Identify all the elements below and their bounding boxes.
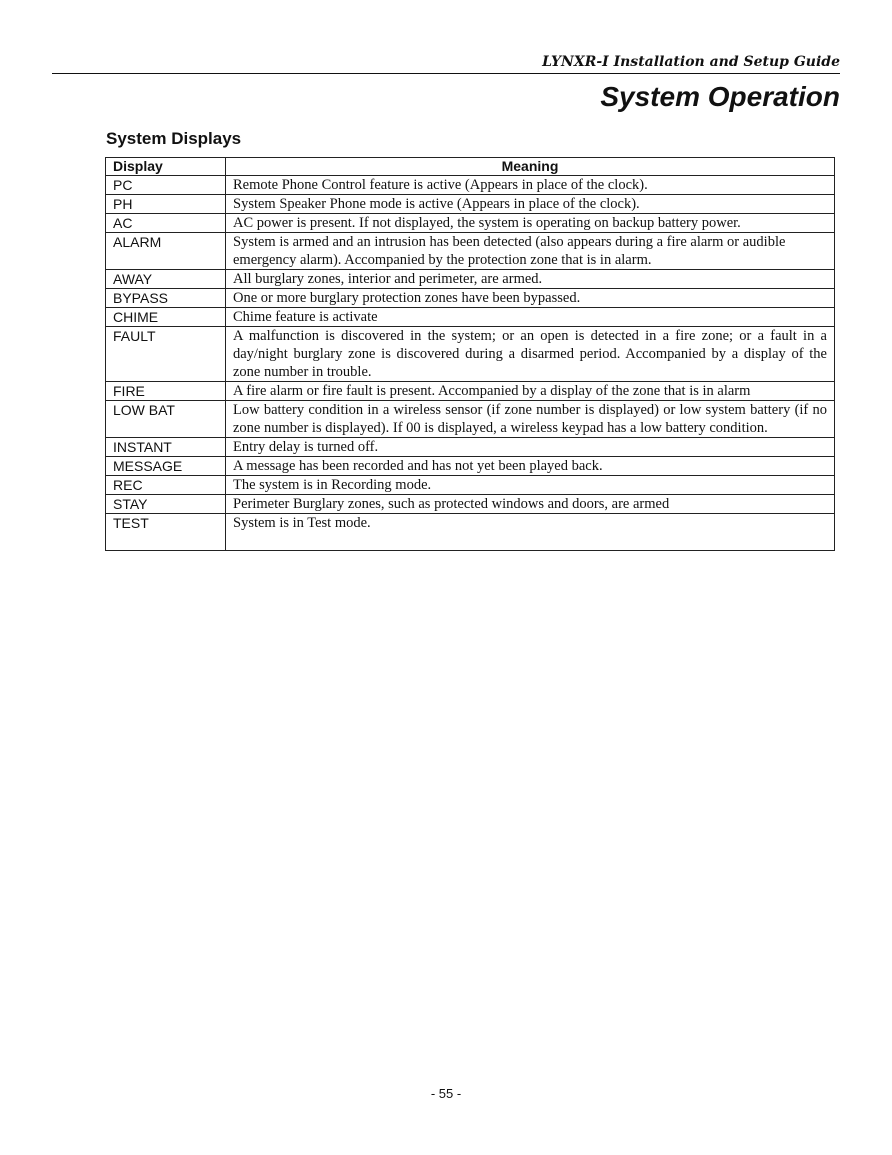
- table-row: [106, 270, 835, 289]
- display-meaning: Chime feature is activate: [226, 308, 835, 327]
- display-meaning: A fire alarm or fire fault is present. Accompanied by a display of the zone that is in alarm: [226, 382, 835, 401]
- display-code: PH: [106, 195, 226, 214]
- display-meaning: AC power is present. If not displayed, the system is operating on backup battery power.: [226, 214, 835, 233]
- column-header-display: Display: [106, 158, 226, 176]
- page-number: - 55 -: [430, 1086, 462, 1101]
- display-meaning: The system is in Recording mode.: [226, 476, 835, 495]
- table-row: [106, 327, 835, 382]
- display-meaning: Low battery condition in a wireless sensor (if zone number is displayed) or low system battery (if no zone number is displayed). If 00 is displayed, a wireless keypad has a low battery condition.: [226, 401, 835, 438]
- table-row: [106, 308, 835, 327]
- display-meaning: A message has been recorded and has not yet been played back.: [226, 457, 835, 476]
- display-code: BYPASS: [106, 289, 226, 308]
- display-meaning: System is armed and an intrusion has been detected (also appears during a fire alarm or audible emergency alarm). Accompanied by the protection zone that is in alarm.: [226, 233, 835, 270]
- display-meaning: A malfunction is discovered in the system; or an open is detected in a fire zone; or a fault in a day/night burglary zone is discovered during a disarmed period. Accompanied by a display of the zone number in trouble.: [226, 327, 835, 382]
- table-header-row: [106, 158, 835, 176]
- section-title: System Displays: [106, 129, 242, 148]
- table-row: [106, 289, 835, 308]
- display-meaning: System Speaker Phone mode is active (Appears in place of the clock).: [226, 195, 835, 214]
- table-row: [106, 214, 835, 233]
- display-code: PC: [106, 176, 226, 195]
- display-code: AC: [106, 214, 226, 233]
- display-meaning: Entry delay is turned off.: [226, 438, 835, 457]
- running-header: LYNXR-I Installation and Setup Guide: [52, 52, 840, 74]
- display-meaning: One or more burglary protection zones have been bypassed.: [226, 289, 835, 308]
- table-row: [106, 457, 835, 476]
- table-row: [106, 476, 835, 495]
- system-displays-table: [105, 157, 835, 551]
- display-code: ALARM: [106, 233, 226, 270]
- display-meaning: Remote Phone Control feature is active (Appears in place of the clock).: [226, 176, 835, 195]
- display-code: MESSAGE: [106, 457, 226, 476]
- display-code: LOW BAT: [106, 401, 226, 438]
- display-code: INSTANT: [106, 438, 226, 457]
- display-code: CHIME: [106, 308, 226, 327]
- table-row: [106, 438, 835, 457]
- table-row: [106, 514, 835, 551]
- display-code: FIRE: [106, 382, 226, 401]
- display-meaning: Perimeter Burglary zones, such as protected windows and doors, are armed: [226, 495, 835, 514]
- column-header-meaning: Meaning: [226, 158, 835, 176]
- display-code: STAY: [106, 495, 226, 514]
- table-row: [106, 495, 835, 514]
- chapter-title: System Operation: [600, 81, 840, 112]
- table-row: [106, 176, 835, 195]
- display-code: REC: [106, 476, 226, 495]
- display-meaning: All burglary zones, interior and perimeter, are armed.: [226, 270, 835, 289]
- display-code: AWAY: [106, 270, 226, 289]
- display-meaning: System is in Test mode.: [226, 514, 835, 551]
- table-row: [106, 401, 835, 438]
- table-row: [106, 233, 835, 270]
- display-code: FAULT: [106, 327, 226, 382]
- table-row: [106, 382, 835, 401]
- display-code: TEST: [106, 514, 226, 551]
- table-row: [106, 195, 835, 214]
